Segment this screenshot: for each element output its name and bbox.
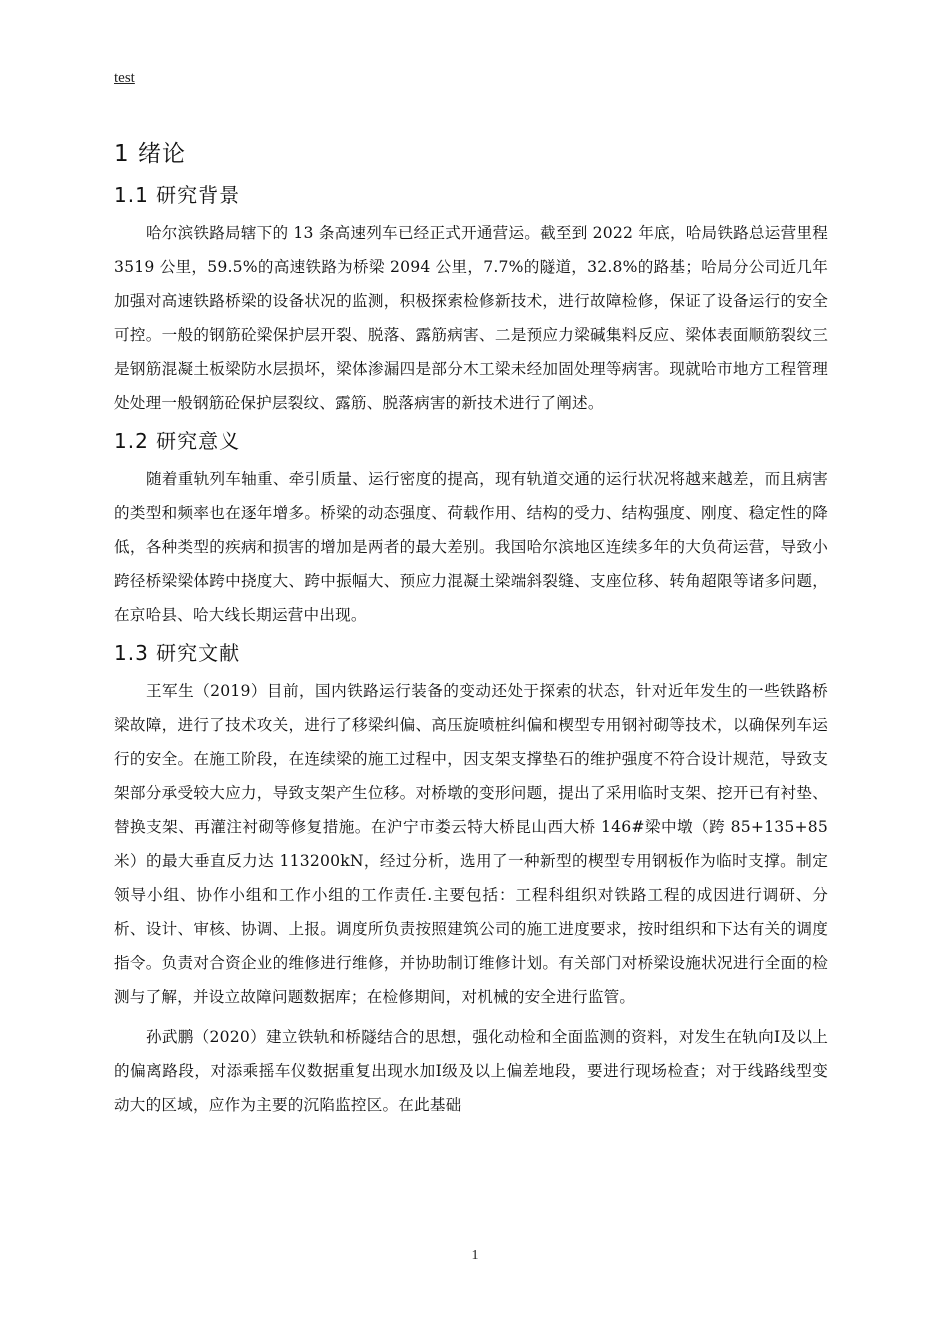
section-heading: 1.3 研究文献 [114,641,241,665]
body-paragraph: 哈尔滨铁路局辖下的 13 条高速列车已经正式开通营运。截至到 2022 年底，哈局铁路总运营里程 3519 公里，59.5%的高速铁路为桥梁 2094 公里，7.7%的隧道，32.8%的路基；哈局分公司近几年加强对高速铁路桥梁的设备状况的监测，积极探索检修新技术，进行故障检修，保证了设备运行的安全可控。一般的钢筋砼梁保护层开裂、脱落、露筋病害、二是预应力梁碱集料反应、梁体表面顺筋裂纹三是钢筋混凝土板梁防水层损坏，梁体渗漏四是部分木工梁未经加固处理等病害。现就哈市地方工程管理处处理一般钢筋砼保护层裂纹、露筋、脱落病害的新技术进行了阐述。 [114,224,828,412]
section-heading: 1.1 研究背景 [114,183,241,207]
page-header: test [114,70,135,86]
body-paragraph: 孙武鹏（2020）建立铁轨和桥隧结合的思想，强化动检和全面监测的资料，对发生在轨向Ⅰ及以上的偏离路段，对添乘摇车仪数据重复出现水加Ⅰ级及以上偏差地段，要进行现场检查；对于线路线型变动大的区域，应作为主要的沉陷监控区。在此基础 [114,1028,828,1114]
section-significance [114,426,828,632]
section-literature [114,638,828,1122]
section-background [114,180,828,420]
section-heading: 1.2 研究意义 [114,429,241,453]
chapter-title: 1 绪论 [114,141,186,167]
main-content [114,138,828,1128]
body-paragraph: 随着重轨列车轴重、牵引质量、运行密度的提高，现有轨道交通的运行状况将越来越差，而且病害的类型和频率也在逐年增多。桥梁的动态强度、荷载作用、结构的受力、结构强度、刚度、稳定性的降低，各种类型的疾病和损害的增加是两者的最大差别。我国哈尔滨地区连续多年的大负荷运营，导致小跨径桥梁梁体跨中挠度大、跨中振幅大、预应力混凝土梁端斜裂缝、支座位移、转角超限等诸多问题，在京哈县、哈大线长期运营中出现。 [114,470,828,624]
page-number: 1 [471,1248,479,1263]
body-paragraph: 王军生（2019）目前，国内铁路运行装备的变动还处于探索的状态，针对近年发生的一些铁路桥梁故障，进行了技术攻关，进行了移梁纠偏、高压旋喷桩纠偏和楔型专用钢衬砌等技术，以确保列车运行的安全。在施工阶段，在连续梁的施工过程中，因支架支撑垫石的维护强度不符合设计规范，导致支架部分承受较大应力，导致支架产生位移。对桥墩的变形问题，提出了采用临时支架、挖开已有衬垫、替换支架、再灌注衬砌等修复措施。在沪宁市娄云特大桥昆山西大桥 146#梁中墩（跨 85+135+85 米）的最大垂直反力达 113200kN，经过分析，选用了一种新型的楔型专用钢板作为临时支撑。制定领导小组、协作小组和工作小组的工作责任.主要包括：工程科组织对铁路工程的成因进行调研、分析、设计、审核、协调、上报。调度所负责按照建筑公司的施工进度要求，按时组织和下达有关的调度指令。负责对合资企业的维修进行维修，并协助制订维修计划。有关部门对桥梁设施状况进行全面的检测与了解，并设立故障问题数据库；在检修期间，对机械的安全进行监管。 [114,682,828,1006]
